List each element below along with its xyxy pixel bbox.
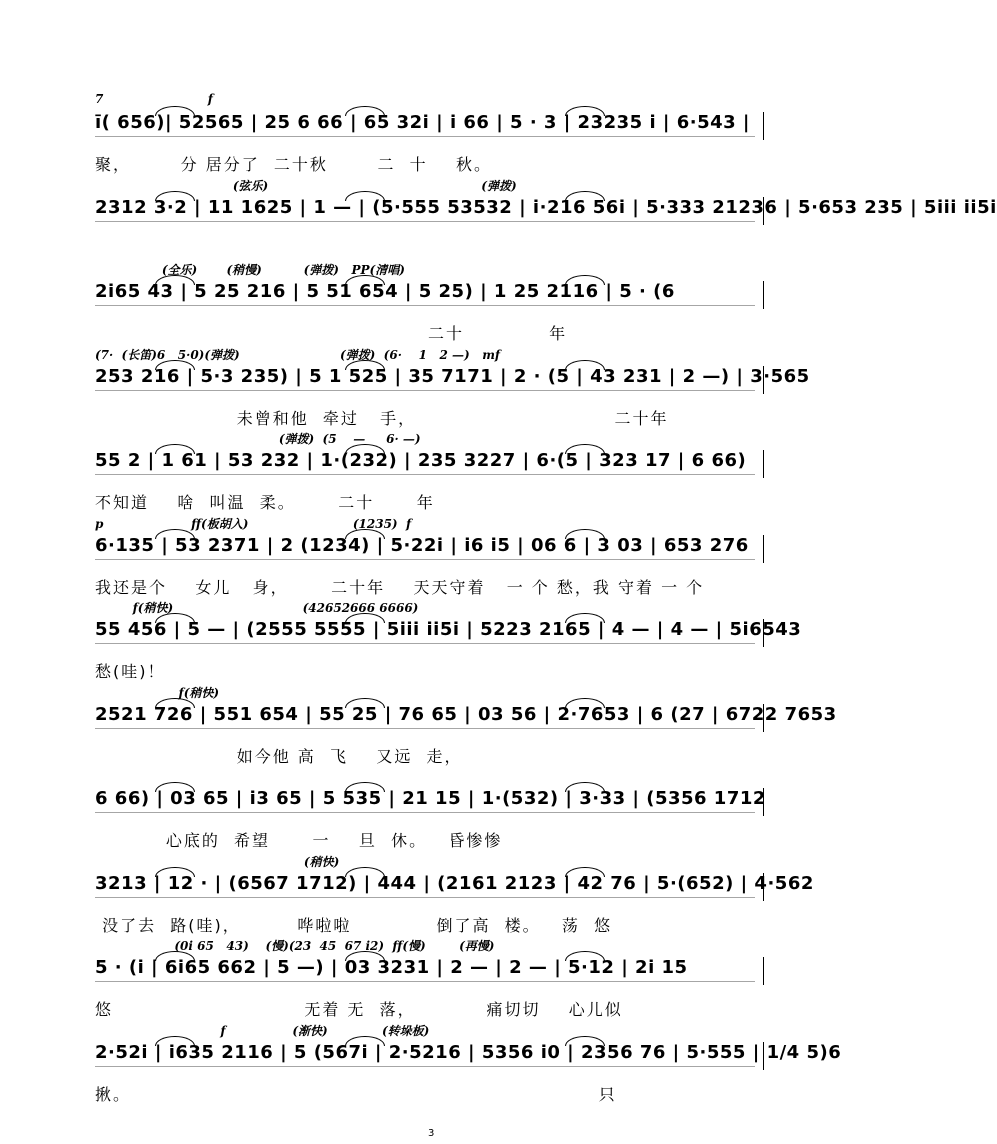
- duration-underline: [95, 1066, 755, 1067]
- score-system: [95, 854, 814, 943]
- duration-underline: [95, 305, 755, 306]
- barline: [763, 197, 764, 225]
- jianpu-notes: 253 216 | 5·3 235) | 5 1 525 | 35 7171 | 2 · (5 | 43 231 | 2 —) | 3·565: [95, 365, 810, 387]
- barline: [763, 112, 764, 140]
- performance-marks: (0i 65 43) (慢)(23 45 67 i2) ff(慢) (再慢): [95, 939, 495, 953]
- duration-underline: [95, 221, 755, 222]
- duration-underline: [95, 390, 755, 391]
- score-system: [95, 601, 802, 689]
- performance-marks: (弹拨) (5 — 6· —): [95, 432, 421, 446]
- performance-marks: 7 f: [95, 92, 213, 106]
- slur-mark: [565, 444, 605, 454]
- jianpu-notes: 2i65 43 | 5 25 216 | 5 51 654 | 5 25) | 1 25 2116 | 5 · (6: [95, 281, 675, 302]
- slur-mark: [345, 698, 385, 708]
- performance-marks: f(稍快): [95, 685, 220, 700]
- score-system: [95, 788, 765, 858]
- barline: [763, 957, 764, 985]
- slur-mark: [155, 106, 195, 116]
- lyrics-line: 揪。 只: [95, 1084, 617, 1104]
- slur-mark: [565, 106, 605, 116]
- duration-underline: [95, 812, 755, 813]
- duration-underline: [95, 981, 755, 982]
- slur-mark: [565, 951, 605, 961]
- lyrics-line: 悠 无着 无 落， 痛切切 心儿似: [95, 1000, 623, 1019]
- slur-mark: [565, 529, 605, 539]
- duration-underline: [95, 474, 755, 475]
- slur-mark: [565, 360, 605, 370]
- jianpu-notes: 6 66) | 03 65 | i3 65 | 5 535 | 21 15 | 1·(532) | 3·33 | (5356 1712: [95, 788, 766, 809]
- slur-mark: [565, 275, 605, 285]
- jianpu-notes: 2312 3·2 | 11 1625 | 1 — | (5·555 53532 | i·216 56i | 5·333 21236 | 5·653 235 | 5iii ii5i: [95, 196, 997, 218]
- slur-mark: [565, 1036, 605, 1046]
- performance-marks: p ff(板胡入) (1235) f: [95, 516, 412, 531]
- performance-marks: (稍快): [95, 854, 340, 869]
- duration-underline: [95, 559, 755, 560]
- lyrics-line: 没了去 路(哇)， 哗啦啦 倒了高 楼。 荡 悠: [95, 915, 613, 935]
- lyrics-line: 二十 年: [95, 324, 568, 343]
- performance-marks: f (渐快) (转垛板): [95, 1023, 430, 1038]
- lyrics-line: 愁(哇)！: [95, 662, 166, 681]
- barline: [763, 535, 764, 563]
- performance-marks: (全乐) (稍慢) (弹拨) PP(清唱): [95, 263, 405, 277]
- slur-mark: [565, 191, 605, 201]
- lyrics-line: 未曾和他 牵过 手， 二十年: [95, 408, 669, 428]
- slur-mark: [345, 106, 385, 116]
- jianpu-notes: 55 2 | 1 61 | 53 232 | 1·(232) | 235 3227 | 6·(5 | 323 17 | 6 66): [95, 450, 747, 471]
- score-system: [95, 516, 765, 605]
- barline: [763, 450, 764, 478]
- slur-mark: [345, 867, 385, 877]
- barline: [763, 1042, 764, 1070]
- barline: [763, 873, 764, 901]
- slur-mark: [565, 782, 605, 792]
- jianpu-notes: 3213 | 12 · | (6567 1712) | 444 | (2161 2123 | 42 76 | 5·(652) | 4·562: [95, 872, 814, 894]
- performance-marks: f(稍快) (42652666 6666): [95, 601, 419, 615]
- page-number: 3: [428, 1128, 435, 1139]
- jianpu-notes: 5 · (i | 6i65 662 | 5 —) | 03 3231 | 2 — | 2 — | 5·12 | 2i 15: [95, 957, 688, 978]
- duration-underline: [95, 897, 755, 898]
- barline: [763, 704, 764, 732]
- slur-mark: [565, 698, 605, 708]
- slur-mark: [565, 867, 605, 877]
- jianpu-notes: 6·135 | 53 2371 | 2 (1234) | 5·22i | i6 i5 | 06 6 | 3 03 | 653 276: [95, 534, 749, 556]
- score-system: [95, 432, 765, 520]
- duration-underline: [95, 728, 755, 729]
- jianpu-notes: 2·52i | i635 2116 | 5 (567i | 2·5216 | 5356 i0 | 2356 76 | 5·555 | 1/4 5)6: [95, 1041, 842, 1063]
- duration-underline: [95, 136, 755, 137]
- lyrics-line: 聚， 分 居分了 二十秋 二 十 秋。: [95, 155, 492, 174]
- score-system: [95, 178, 997, 267]
- score-system: [95, 263, 765, 351]
- lyrics-line: 如今他 高 飞 又远 走，: [95, 746, 463, 766]
- performance-marks: (弦乐) (弹拨): [95, 178, 517, 193]
- slur-mark: [345, 782, 385, 792]
- barline: [763, 619, 764, 647]
- score-system: [95, 685, 837, 774]
- jianpu-notes: ī( 656)| 52565 | 25 6 66 | 65 32i | i 66 | 5 · 3 | 23235 i | 6·543 |: [95, 112, 750, 133]
- barline: [763, 366, 764, 394]
- lyrics-line: 不知道 啥 叫温 柔。 二十 年: [95, 493, 435, 512]
- score-system: [95, 1023, 842, 1112]
- barline: [763, 281, 764, 309]
- performance-marks: (7· (长笛)6 5·0)(弹拨) (弹拨) (6· 1 2 —) mf: [95, 347, 501, 362]
- jianpu-notes: 55 456 | 5 — | (2555 5555 | 5iii ii5i | 5223 2165 | 4 — | 4 — | 5i6543: [95, 619, 802, 640]
- barline: [763, 788, 764, 816]
- slur-mark: [155, 782, 195, 792]
- score-system: [95, 92, 765, 182]
- score-system: [95, 347, 810, 436]
- lyrics-line: 我还是个 女儿 身， 二十年 天天守着 一 个 愁，我 守着 一 个: [95, 577, 705, 597]
- duration-underline: [95, 643, 755, 644]
- slur-mark: [565, 613, 605, 623]
- lyrics-line: 心底的 希望 一 旦 休。 昏惨惨: [95, 831, 503, 850]
- jianpu-notes: 2521 726 | 551 654 | 55 25 | 76 65 | 03 56 | 2·7653 | 6 (27 | 6722 7653: [95, 703, 837, 725]
- score-system: [95, 939, 765, 1027]
